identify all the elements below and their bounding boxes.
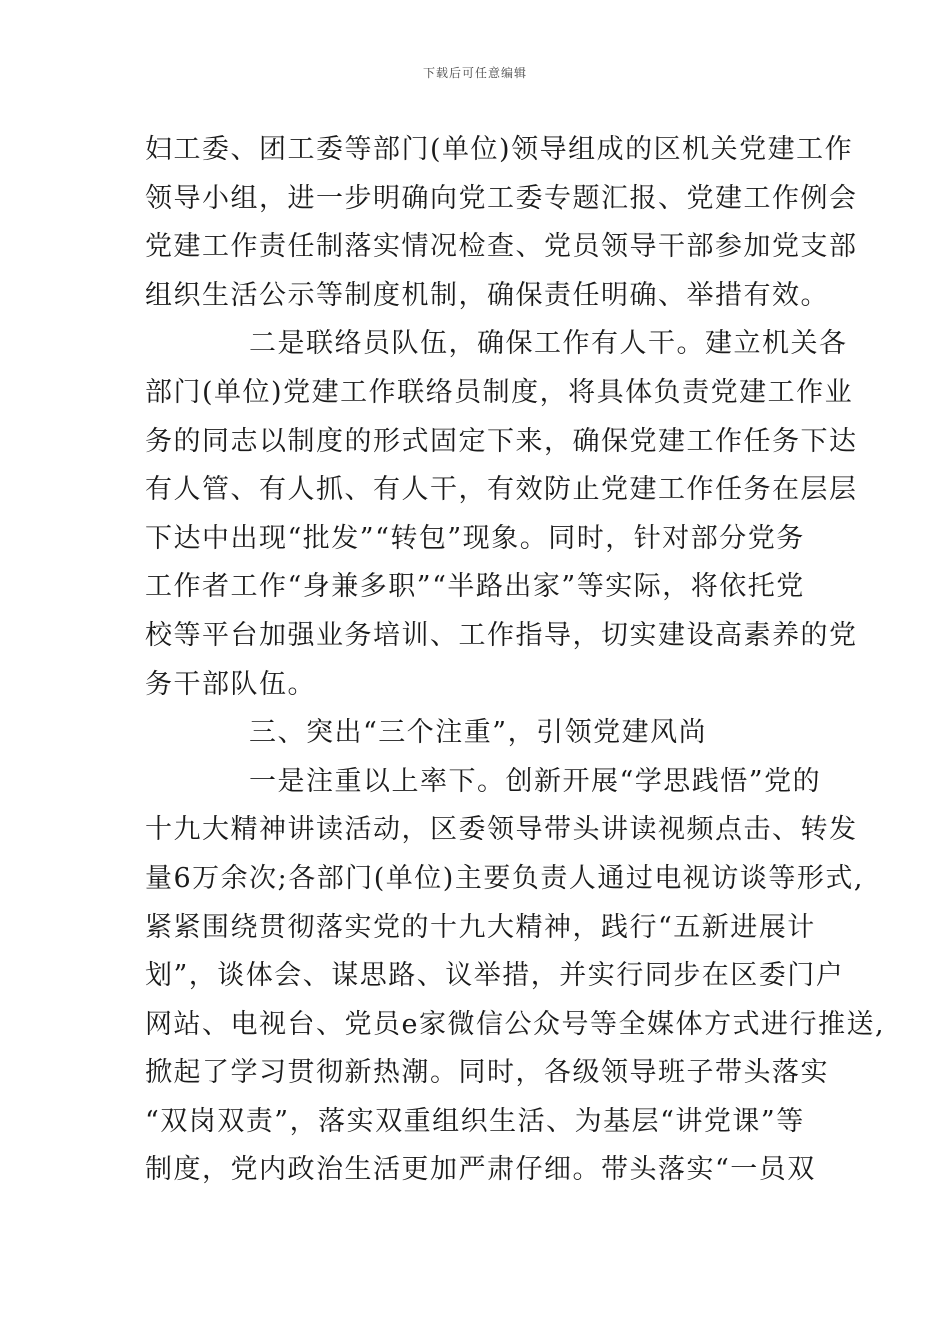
text-line: “双岗双责”，落实双重组织生活、为基层“讲党课”等	[145, 1105, 805, 1137]
page-header-note: 下载后可任意编辑	[422, 66, 527, 80]
text-line: 下达中出现“批发”“转包”现象。同时，针对部分党务	[145, 522, 805, 554]
text-line: 领导小组，进一步明确向党工委专题汇报、党建工作例会	[145, 182, 858, 214]
text-line: 部门(单位)党建工作联络员制度，将具体负责党建工作业	[145, 376, 854, 408]
text-line: 掀起了学习贯彻新热潮。同时，各级领导班子带头落实	[145, 1057, 829, 1089]
text-line: 党建工作责任制落实情况检查、党员领导干部参加党支部	[145, 231, 858, 263]
text-line: 划”，谈体会、谋思路、议举措，并实行同步在区委门户	[145, 960, 845, 992]
text-line: 务干部队伍。	[145, 668, 316, 700]
text-line: 校等平台加强业务培训、工作指导，切实建设高素养的党	[145, 619, 858, 651]
text-line: 二是联络员队伍，确保工作有人干。建立机关各	[249, 328, 848, 360]
text-line: 务的同志以制度的形式固定下来，确保党建工作任务下达	[145, 425, 858, 457]
text-line: 十九大精神讲读活动，区委领导带头讲读视频点击、转发	[145, 814, 858, 846]
text-line: 妇工委、团工委等部门(单位)领导组成的区机关党建工作	[145, 134, 854, 165]
text-line: 一是注重以上率下。创新开展“学思践悟”党的	[249, 765, 822, 797]
text-line: 三、突出“三个注重”，引领党建风尚	[249, 717, 708, 749]
text-line: 工作者工作“身兼多职”“半路出家”等实际，将依托党	[145, 571, 805, 603]
text-line: 有人管、有人抓、有人干，有效防止党建工作任务在层层	[145, 474, 858, 506]
text-line: 量6万余次;各部门(单位)主要负责人通过电视访谈等形式,	[145, 862, 864, 894]
text-line: 制度，党内政治生活更加严肃仔细。带头落实“一员双	[145, 1154, 816, 1186]
text-line: 组织生活公示等制度机制，确保责任明确、举措有效。	[145, 279, 829, 311]
text-line: 紧紧围绕贯彻落实党的十九大精神，践行“五新进展计	[145, 911, 816, 943]
text-line: 网站、电视台、党员e家微信公众号等全媒体方式进行推送,	[145, 1008, 886, 1040]
document-body	[145, 126, 886, 1195]
